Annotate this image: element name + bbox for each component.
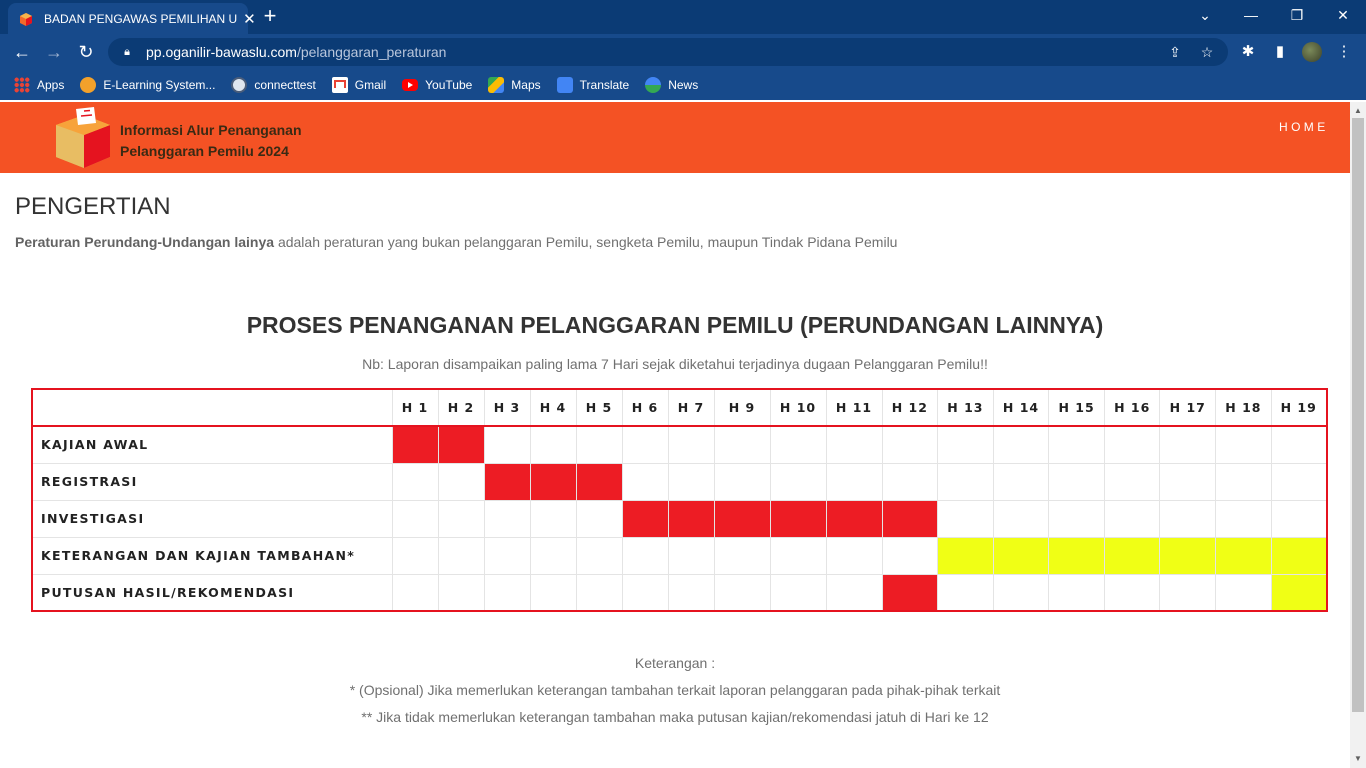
timeline-cell-empty: [1160, 574, 1216, 611]
day-header: H 6: [622, 389, 668, 426]
timeline-cell-empty: [770, 537, 826, 574]
day-header: H 10: [770, 389, 826, 426]
timeline-cell-empty: [993, 574, 1049, 611]
timeline-cell-empty: [1216, 500, 1272, 537]
ballot-box-logo-icon[interactable]: [54, 107, 112, 169]
timeline-cell-empty: [882, 426, 938, 463]
bookmarks-bar: [0, 70, 1366, 100]
timeline-cell-empty: [714, 537, 770, 574]
timeline-cell-empty: [1104, 426, 1160, 463]
maps-icon: [488, 77, 504, 93]
timeline-cell-empty: [938, 463, 994, 500]
timeline-cell-yellow: [993, 537, 1049, 574]
timeline-cell-empty: [438, 463, 484, 500]
timeline-cell-empty: [1271, 426, 1327, 463]
bookmark-label: Maps: [511, 78, 541, 92]
site-logo-text[interactable]: [120, 120, 302, 162]
youtube-icon: [402, 79, 418, 91]
day-header: H 9: [714, 389, 770, 426]
forward-arrow-icon[interactable]: →: [45, 42, 63, 62]
timeline-cell-red: [770, 500, 826, 537]
bookmark-connecttest[interactable]: [231, 77, 315, 93]
timeline-cell-empty: [1160, 426, 1216, 463]
timeline-cell-red: [826, 500, 882, 537]
table-row: [32, 537, 1327, 574]
day-header: H 4: [530, 389, 576, 426]
day-header: H 3: [484, 389, 530, 426]
site-header: [0, 102, 1350, 173]
share-icon[interactable]: ⇪: [1169, 44, 1181, 60]
timeline-cell-empty: [622, 463, 668, 500]
gmail-icon: [332, 77, 348, 93]
keterangan-note-1: * (Opsional) Jika memerlukan keterangan tambahan terkait laporan pelanggaran pada pihak-pihak terkait: [349, 682, 1001, 698]
timeline-cell-yellow: [1271, 537, 1327, 574]
timeline-cell-empty: [1271, 463, 1327, 500]
bookmark-label: Gmail: [354, 78, 387, 92]
timeline-cell-empty: [826, 426, 882, 463]
timeline-cell-empty: [1049, 426, 1105, 463]
bookmark-elearning[interactable]: [80, 77, 215, 93]
timeline-cell-empty: [392, 574, 438, 611]
timeline-cell-empty: [826, 537, 882, 574]
timeline-cell-empty: [882, 463, 938, 500]
minimize-icon[interactable]: —: [1244, 7, 1258, 23]
day-header: H 15: [1049, 389, 1105, 426]
day-header: H 16: [1104, 389, 1160, 426]
scrollbar-thumb[interactable]: [1352, 118, 1364, 712]
timeline-cell-empty: [770, 574, 826, 611]
lock-icon[interactable]: 🔒︎: [124, 45, 130, 58]
side-panel-icon[interactable]: ▮: [1275, 43, 1285, 60]
bookmark-label: connecttest: [254, 78, 316, 92]
bookmark-star-icon[interactable]: ☆: [1200, 44, 1214, 60]
timeline-cell-empty: [1160, 500, 1216, 537]
timeline-cell-empty: [1271, 500, 1327, 537]
restore-icon[interactable]: ❐: [1290, 6, 1304, 23]
timeline-cell-yellow: [1160, 537, 1216, 574]
stage-label: INVESTIGASI: [32, 500, 392, 537]
tab-title: BADAN PENGAWAS PEMILIHAN U: [44, 11, 238, 26]
apps-grid-icon: [14, 77, 30, 93]
timeline-cell-empty: [392, 463, 438, 500]
timeline-cell-empty: [770, 426, 826, 463]
day-header: H 13: [938, 389, 994, 426]
address-bar[interactable]: [108, 38, 1228, 66]
browser-toolbar: [0, 34, 1366, 70]
keterangan-note-2: ** Jika tidak memerlukan keterangan tambahan maka putusan kajian/rekomendasi jatuh di Hari ke 12: [361, 709, 989, 725]
day-header: H 7: [668, 389, 714, 426]
bookmark-label: Translate: [579, 78, 630, 92]
table-row: [32, 574, 1327, 611]
timeline-cell-yellow: [1216, 537, 1272, 574]
day-header: H 5: [576, 389, 622, 426]
url-path: /pelanggaran_peraturan: [296, 44, 447, 60]
table-row: [32, 426, 1327, 463]
timeline-cell-empty: [530, 537, 576, 574]
timeline-cell-empty: [1104, 463, 1160, 500]
timeline-cell-empty: [1160, 463, 1216, 500]
timeline-cell-empty: [484, 537, 530, 574]
tab-close-icon[interactable]: ✕: [243, 10, 256, 28]
timeline-cell-red: [438, 426, 484, 463]
back-arrow-icon[interactable]: ←: [13, 42, 31, 62]
web-page: [0, 102, 1350, 768]
timeline-cell-empty: [530, 574, 576, 611]
timeline-cell-empty: [714, 463, 770, 500]
timeline-cell-empty: [714, 574, 770, 611]
timeline-cell-empty: [622, 574, 668, 611]
logo-line-1: Informasi Alur Penanganan: [120, 122, 302, 138]
proses-heading: PROSES PENANGANAN PELANGGARAN PEMILU (PERUNDANGAN LAINNYA): [246, 312, 1104, 338]
table-row: [32, 463, 1327, 500]
day-header: H 17: [1160, 389, 1216, 426]
connecttest-icon: [231, 77, 247, 93]
timeline-cell-empty: [438, 500, 484, 537]
day-header: H 18: [1216, 389, 1272, 426]
timeline-cell-empty: [1216, 463, 1272, 500]
bookmark-translate[interactable]: [557, 77, 630, 93]
timeline-cell-empty: [576, 574, 622, 611]
timeline-cell-empty: [484, 574, 530, 611]
timeline-cell-empty: [1216, 574, 1272, 611]
pengertian-text: adalah peraturan yang bukan pelanggaran Pemilu, sengketa Pemilu, maupun Tindak Pidana Pemilu: [274, 234, 898, 250]
timeline-cell-empty: [826, 574, 882, 611]
timeline-cell-empty: [530, 426, 576, 463]
day-header: H 2: [438, 389, 484, 426]
timeline-cell-empty: [993, 463, 1049, 500]
timeline-cell-empty: [668, 537, 714, 574]
bookmark-gmail[interactable]: [332, 77, 386, 93]
news-icon: [645, 77, 661, 93]
timeline-cell-red: [882, 500, 938, 537]
nav-home-link[interactable]: HOME: [1279, 120, 1329, 134]
timeline-cell-red: [622, 500, 668, 537]
timeline-cell-yellow: [1104, 537, 1160, 574]
bookmark-label: Apps: [37, 78, 65, 92]
day-header: H 1: [392, 389, 438, 426]
timeline-cell-empty: [1216, 426, 1272, 463]
timeline-cell-empty: [438, 537, 484, 574]
table-header-row: [32, 389, 1327, 426]
tab-strip: [0, 0, 1366, 34]
bookmark-maps[interactable]: [488, 77, 540, 93]
timeline-cell-empty: [770, 463, 826, 500]
url-host: pp.oganilir-bawaslu.com: [146, 44, 297, 60]
menu-kebab-icon[interactable]: ⋮: [1336, 43, 1352, 60]
timeline-cell-yellow: [1049, 537, 1105, 574]
stage-label: KAJIAN AWAL: [32, 426, 392, 463]
timeline-cell-empty: [1049, 574, 1105, 611]
timeline-cell-empty: [622, 537, 668, 574]
timeline-cell-yellow: [938, 537, 994, 574]
stage-label: PUTUSAN HASIL/REKOMENDASI: [32, 574, 392, 611]
timeline-cell-empty: [1104, 500, 1160, 537]
scroll-down-arrow-icon[interactable]: ▼: [1354, 754, 1362, 763]
proses-note: Nb: Laporan disampaikan paling lama 7 Hari sejak diketahui terjadinya dugaan Pelanggaran Pemilu!!: [362, 356, 988, 372]
timeline-cell-empty: [484, 426, 530, 463]
timeline-cell-empty: [1049, 500, 1105, 537]
process-timeline-table: [31, 388, 1328, 612]
timeline-cell-empty: [668, 574, 714, 611]
timeline-cell-empty: [392, 537, 438, 574]
tab-search-chevron-icon[interactable]: ⌄: [1199, 6, 1211, 23]
timeline-cell-red: [576, 463, 622, 500]
timeline-cell-empty: [714, 426, 770, 463]
logo-line-2: Pelanggaran Pemilu 2024: [120, 143, 289, 159]
timeline-cell-red: [882, 574, 938, 611]
timeline-cell-red: [714, 500, 770, 537]
new-tab-plus-icon[interactable]: +: [263, 3, 277, 28]
timeline-cell-empty: [826, 463, 882, 500]
window-close-icon[interactable]: ✕: [1337, 6, 1349, 23]
timeline-cell-empty: [530, 500, 576, 537]
timeline-cell-empty: [668, 463, 714, 500]
timeline-cell-empty: [938, 426, 994, 463]
timeline-cell-red: [530, 463, 576, 500]
pengertian-heading: PENGERTIAN: [15, 193, 171, 220]
site-favicon-icon: [18, 11, 34, 27]
day-header: H 11: [826, 389, 882, 426]
browser-tab[interactable]: [8, 3, 256, 34]
bookmark-label: YouTube: [425, 78, 473, 92]
timeline-cell-empty: [1049, 463, 1105, 500]
timeline-cell-empty: [993, 500, 1049, 537]
reload-icon[interactable]: ↻: [78, 42, 94, 62]
timeline-cell-empty: [576, 500, 622, 537]
elearning-icon: [80, 77, 96, 93]
timeline-cell-empty: [668, 426, 714, 463]
scroll-up-arrow-icon[interactable]: ▲: [1354, 106, 1362, 115]
day-header: H 19: [1271, 389, 1327, 426]
day-header: H 12: [882, 389, 938, 426]
timeline-cell-empty: [938, 574, 994, 611]
timeline-cell-red: [668, 500, 714, 537]
timeline-cell-empty: [576, 426, 622, 463]
bookmark-label: E-Learning System...: [103, 78, 216, 92]
pengertian-term: Peraturan Perundang-Undangan lainya: [15, 234, 275, 250]
timeline-cell-red: [392, 426, 438, 463]
profile-avatar[interactable]: [1302, 42, 1322, 62]
timeline-cell-empty: [576, 537, 622, 574]
stage-label: REGISTRASI: [32, 463, 392, 500]
timeline-cell-red: [484, 463, 530, 500]
timeline-cell-empty: [438, 574, 484, 611]
timeline-cell-empty: [938, 500, 994, 537]
bookmark-news[interactable]: [645, 77, 698, 93]
timeline-cell-empty: [1104, 574, 1160, 611]
timeline-cell-empty: [484, 500, 530, 537]
timeline-cell-empty: [993, 426, 1049, 463]
stage-label: KETERANGAN DAN KAJIAN TAMBAHAN*: [32, 537, 392, 574]
bookmark-youtube[interactable]: [402, 78, 472, 92]
timeline-cell-empty: [882, 537, 938, 574]
timeline-cell-empty: [392, 500, 438, 537]
translate-icon: [557, 77, 573, 93]
header-blank-cell: [32, 389, 392, 426]
timeline-cell-empty: [622, 426, 668, 463]
extensions-puzzle-icon[interactable]: ✱: [1241, 43, 1255, 60]
day-header: H 14: [993, 389, 1049, 426]
bookmark-apps[interactable]: [14, 77, 64, 93]
timeline-cell-yellow: [1271, 574, 1327, 611]
page-scrollbar[interactable]: [1350, 102, 1366, 768]
keterangan-title: Keterangan :: [634, 655, 716, 671]
table-row: [32, 500, 1327, 537]
pengertian-description: [15, 234, 897, 250]
bookmark-label: News: [668, 78, 699, 92]
